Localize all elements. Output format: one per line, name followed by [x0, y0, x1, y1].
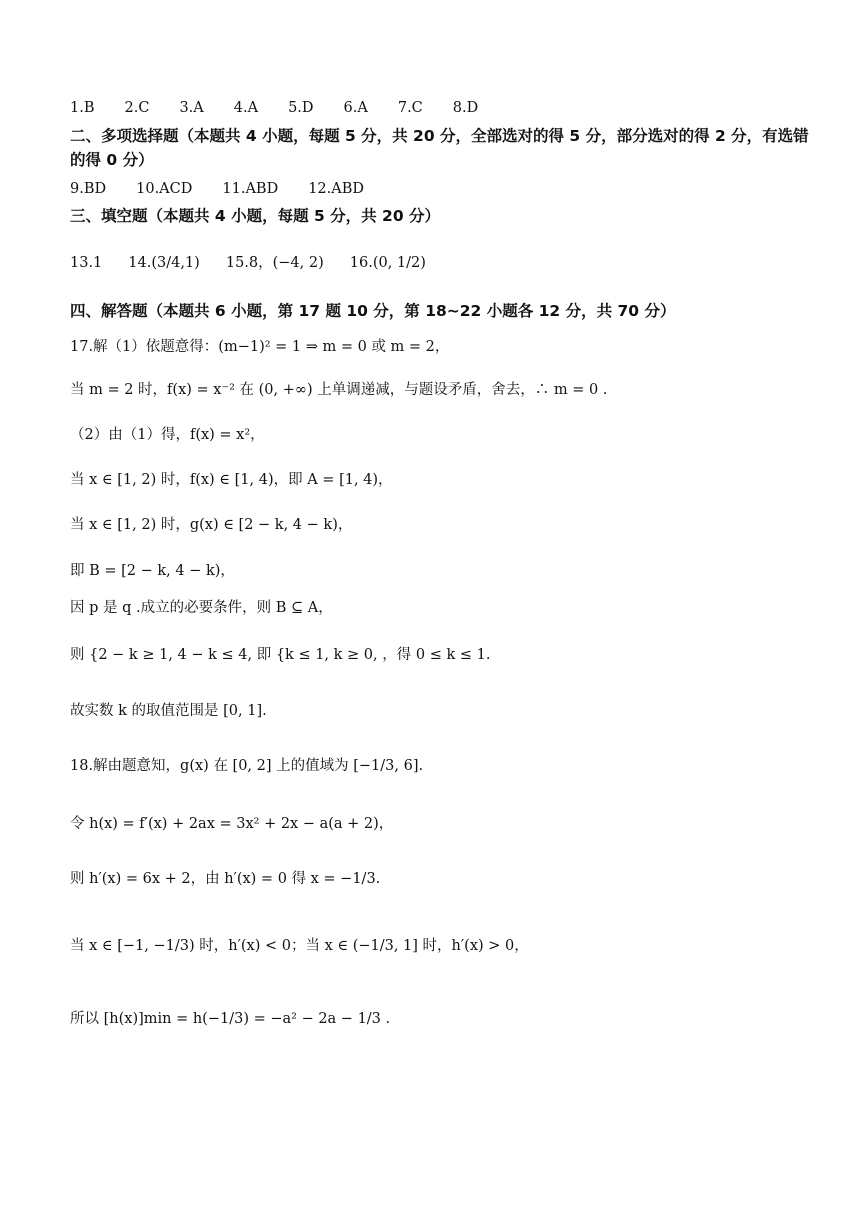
q17-line: 当 x ∈ [1, 2) 时，f(x) ∈ [1, 4)，即 A = [1, 4)， [70, 472, 393, 488]
answer-item: 10.ACD [136, 181, 193, 197]
answer-item: 7.C [397, 100, 423, 116]
answer-item: 6.A [343, 100, 368, 116]
q17-system-line: 则 {2 − k ≥ 1, 4 − k ≤ 4, 即 {k ≤ 1, k ≥ 0, ，得 0 ≤ k ≤ 1. [70, 647, 491, 663]
answer-item: 1.B [70, 100, 95, 116]
fill-answer: 15.8，(−4, 2) [225, 255, 324, 271]
answer-item: 4.A [233, 100, 259, 116]
fill-answer: 13.1 [70, 255, 103, 271]
section4-heading: 四、解答题（本题共 6 小题，第 17 题 10 分，第 18~22 小题各 12 分，共 70 分） [70, 302, 676, 320]
q18-line: 令 h(x) = f′(x) + 2ax = 3x² + 2x − a(a + 2)， [70, 816, 394, 832]
section2-heading: 二、多项选择题（本题共 4 小题，每题 5 分，共 20 分，全部选对的得 5 分，部分选对的得 2 分，有选错的得 0 分） [70, 127, 809, 169]
q17-line: 当 m = 2 时，f(x) = x⁻² 在 (0, +∞) 上单调递减，与题设矛盾，舍去，∴ m = 0 . [70, 382, 608, 398]
q17-line: 17.解（1）依题意得：(m−1)² = 1 ⇒ m = 0 或 m = 2， [70, 339, 450, 355]
answer-item: 9.BD [70, 181, 107, 197]
answer-item: 12.ABD [308, 181, 365, 197]
q17-line: 故实数 k 的取值范围是 [0, 1]. [70, 703, 267, 719]
q18-line: 18.解由题意知，g(x) 在 [0, 2] 上的值域为 [−1/3, 6]. [70, 758, 424, 774]
answer-item: 3.A [179, 100, 204, 116]
q18-line: 则 h′(x) = 6x + 2，由 h′(x) = 0 得 x = −1/3. [70, 871, 381, 887]
section1-answers [70, 97, 820, 119]
q17-line: 因 p 是 q .成立的必要条件，则 B ⊆ A， [70, 600, 333, 616]
section3-heading: 三、填空题（本题共 4 小题，每题 5 分，共 20 分） [70, 207, 441, 225]
answer-item: 2.C [124, 100, 150, 116]
q17-line: （2）由（1）得，f(x) = x²， [70, 427, 265, 443]
section3-answers [70, 252, 820, 274]
answer-item: 5.D [288, 100, 314, 116]
q17-line: 当 x ∈ [1, 2) 时，g(x) ∈ [2 − k, 4 − k)， [70, 517, 353, 533]
q17-line: 即 B = [2 − k, 4 − k)， [70, 563, 235, 579]
answer-item: 11.ABD [222, 181, 279, 197]
fill-answer: 14.(3/4,1) [128, 255, 200, 271]
answer-item: 8.D [452, 100, 479, 116]
section2-answers [70, 178, 820, 200]
q18-line: 所以 [h(x)]min = h(−1/3) = −a² − 2a − 1/3 . [70, 1011, 391, 1027]
fill-answer: 16.(0, 1/2) [349, 255, 426, 271]
q18-line: 当 x ∈ [−1, −1/3) 时，h′(x) < 0；当 x ∈ (−1/3, 1] 时，h′(x) > 0， [70, 938, 529, 954]
